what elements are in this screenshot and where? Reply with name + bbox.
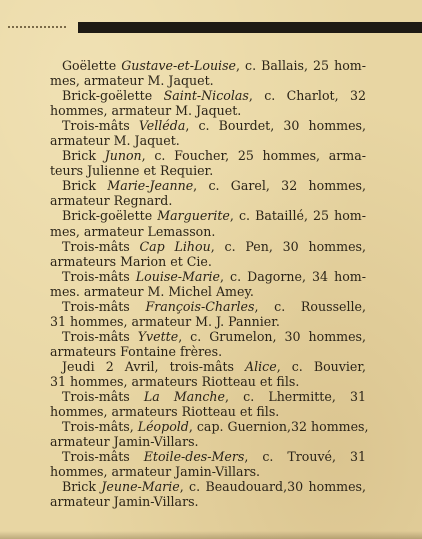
entry-line — [50, 479, 366, 494]
entry-line — [50, 314, 366, 329]
ship-name: Alice — [245, 358, 277, 374]
entry-text-before: Trois-mâts — [62, 389, 144, 405]
entry-text-after: , c. Bourdet, 30 hommes, — [185, 118, 366, 134]
ship-entry — [50, 239, 366, 269]
entry-line — [50, 163, 366, 178]
entry-text-after: , c. Bataillé, 25 hom- — [229, 208, 366, 224]
entry-line — [50, 434, 366, 449]
entry-line — [50, 329, 366, 344]
ship-entry — [50, 419, 369, 450]
ship-name: Jeune-Marie — [101, 479, 180, 495]
ship-name: Saint-Nicolas — [163, 88, 249, 104]
entry-line — [50, 58, 366, 73]
dotted-rule — [8, 26, 66, 31]
ship-name: Gustave-et-Louise — [121, 58, 236, 73]
entry-text-after: , c. Grumelon, 30 hommes, — [178, 328, 367, 344]
entry-line — [50, 299, 366, 314]
entry-line — [50, 269, 366, 284]
ship-name: Léopold — [137, 419, 189, 435]
entry-line — [50, 103, 366, 118]
entry-line — [50, 133, 366, 148]
ship-entry — [50, 299, 366, 329]
entry-text-after: , c. Bouvier, — [276, 358, 366, 374]
entry-text-after: , c. Trouvé, 31 — [244, 449, 366, 465]
ship-entry — [50, 389, 366, 419]
entry-line — [50, 148, 366, 163]
entry-line — [50, 449, 366, 464]
ship-entry — [50, 359, 366, 389]
ship-entry — [50, 329, 366, 359]
ship-departures-column — [50, 58, 369, 510]
entry-text-before: armateur Jamin-Villars. — [50, 494, 199, 510]
entry-line — [50, 419, 369, 435]
entry-line — [50, 239, 366, 254]
ship-entry — [50, 178, 366, 208]
entry-text-after: , c. Charlot, 32 — [248, 88, 367, 104]
entry-text-before: Trois-mâts — [62, 449, 144, 465]
entry-text-after: , c. Rousselle, — [254, 298, 366, 314]
entry-text-before: mes, armateur Lemasson. — [50, 223, 216, 239]
entry-text-after: , cap. Guernion,32 hommes, — [188, 419, 369, 435]
entry-line — [50, 178, 366, 193]
ship-entry — [50, 208, 366, 238]
ship-name: Marie-Jeanne — [107, 178, 194, 194]
entry-text-before: Trois-mâts, — [62, 419, 138, 435]
entry-line — [50, 254, 366, 269]
entry-text-before: Jeudi 2 Avril, trois-mâts — [62, 358, 246, 374]
entry-text-before: Brick — [62, 178, 108, 194]
entry-line — [50, 374, 366, 389]
entry-text-before: Trois-mâts — [62, 118, 139, 134]
ship-name: Yvette — [137, 328, 179, 344]
entry-text-before: Brick-goëlette — [62, 88, 164, 104]
entry-text-before: Trois-mâts — [62, 298, 146, 314]
entry-text-before: Brick-goëlette — [62, 208, 158, 224]
entry-line — [50, 494, 366, 509]
entry-line — [50, 118, 366, 133]
page-edge-shadow — [0, 531, 422, 539]
entry-text-before: Brick — [62, 479, 102, 495]
entry-text-before: armateurs Fontaine frères. — [50, 343, 223, 359]
entry-text-before: armateur M. Jaquet. — [50, 133, 180, 149]
entry-line — [50, 344, 366, 359]
column-header-rule — [78, 22, 422, 33]
entry-text-after: , c. Lhermitte, 31 — [225, 389, 366, 405]
entry-text-before: mes, armateur M. Jaquet. — [50, 73, 214, 89]
ship-name: François-Charles — [145, 298, 255, 314]
entry-text-before: armateurs Marion et Cie. — [50, 253, 212, 269]
entry-text-before: armateur Regnard. — [50, 193, 173, 209]
entry-text-before: Trois-mâts — [62, 328, 138, 344]
entry-text-before: 31 hommes, armateurs Riotteau et fils. — [50, 373, 300, 389]
ship-name: Velléda — [138, 118, 186, 134]
entry-text-before: mes. armateur M. Michel Amey. — [50, 283, 254, 299]
entry-text-after: , c. Pen, 30 hommes, — [210, 238, 366, 254]
entry-line — [50, 284, 366, 299]
entry-line — [50, 73, 366, 88]
entry-line — [50, 464, 366, 479]
entry-line — [50, 208, 366, 223]
entry-text-before: hommes, armateur M. Jaquet. — [50, 103, 242, 119]
ship-entry — [50, 118, 366, 148]
ship-name: Cap Lihou — [139, 238, 211, 254]
ship-name: Louise-Marie — [135, 268, 220, 284]
entry-text-after: , c. Garel, 32 hommes, — [193, 178, 366, 194]
entry-text-before: Trois-mâts — [62, 268, 136, 284]
entry-line — [50, 193, 366, 208]
ship-entry — [50, 148, 366, 178]
entry-text-before: teurs Julienne et Requier. — [50, 163, 214, 179]
ship-entry — [50, 88, 366, 118]
entry-line — [50, 404, 366, 419]
entry-text-after: , c. Foucher, 25 hommes, arma- — [141, 148, 366, 164]
entry-text-before: hommes, armateur Jamin-Villars. — [50, 464, 261, 480]
entry-text-before: Brick — [62, 148, 105, 164]
ship-entry — [50, 269, 366, 299]
entry-line — [50, 359, 366, 374]
entry-text-before: armateur Jamin-Villars. — [50, 434, 199, 450]
ship-entry — [50, 479, 366, 509]
entry-text-after: , c. Ballais, 25 hom- — [236, 58, 366, 73]
entry-text-before: Goëlette — [62, 58, 122, 73]
ship-name: Etoile-des-Mers — [143, 449, 245, 465]
entry-text-before: Trois-mâts — [62, 238, 140, 254]
entry-text-after: , c. Dagorne, 34 hom- — [219, 268, 366, 284]
entry-text-after: , c. Beaudouard,30 hommes, — [179, 479, 366, 495]
entry-line — [50, 88, 366, 103]
entry-line — [50, 389, 366, 404]
ship-name: Marguerite — [157, 208, 230, 224]
ship-entry — [50, 449, 366, 479]
ship-entry — [50, 58, 366, 88]
ship-name: La Manche — [143, 389, 225, 405]
entry-text-before: hommes, armateurs Riotteau et fils. — [50, 404, 280, 420]
ship-name: Junon — [104, 148, 142, 164]
entry-line — [50, 224, 366, 239]
entry-text-before: 31 hommes, armateur M. J. Pannier. — [50, 313, 280, 329]
